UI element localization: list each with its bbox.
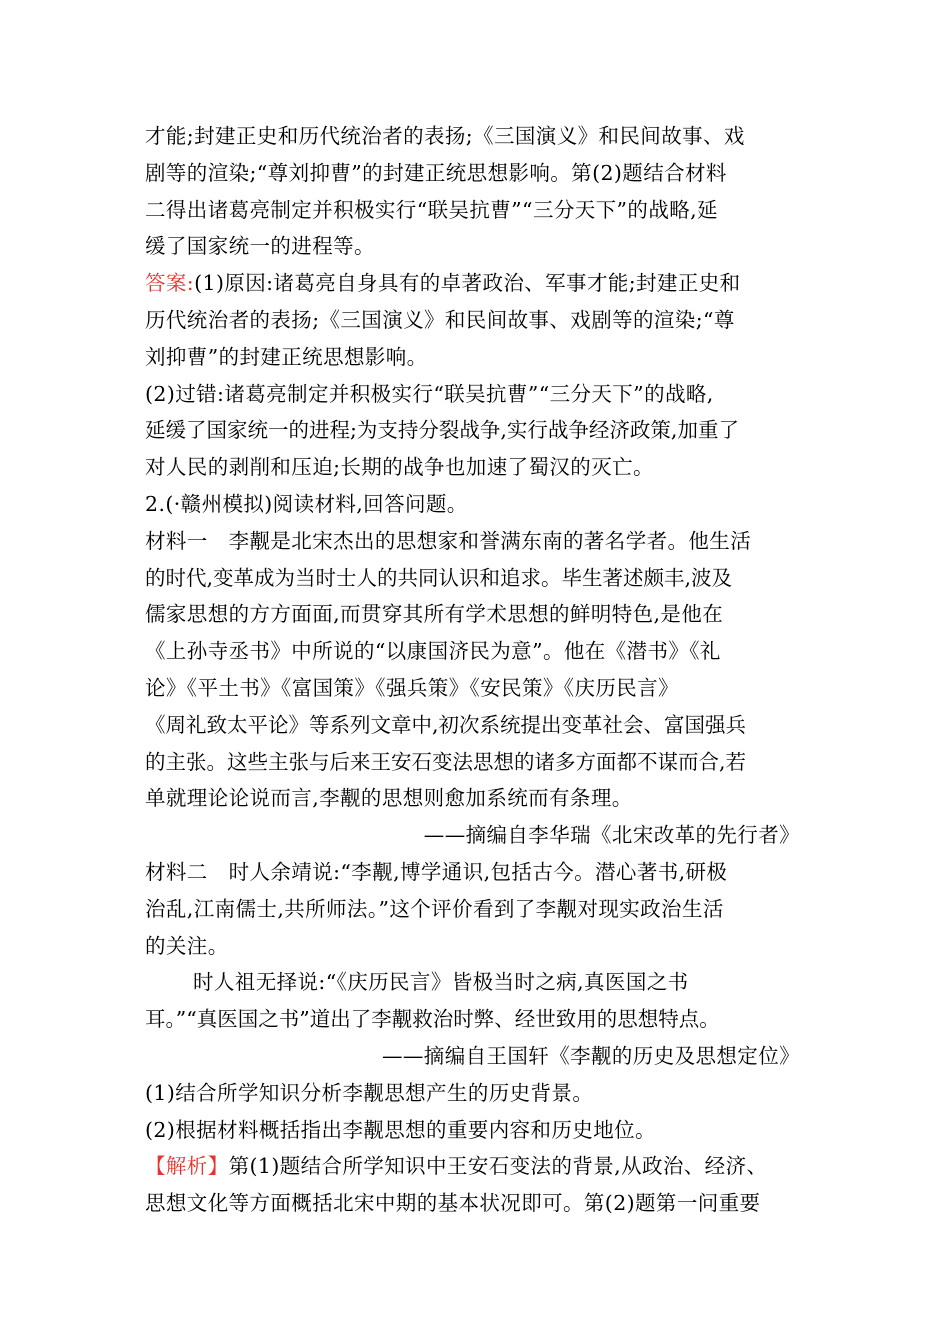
answer-line: 延缓了国家统一的进程;为支持分裂战争,实行战争经济政策,加重了 — [145, 418, 739, 443]
text-line: 剧等的渲染;“尊刘抑曹”的封建正统思想影响。第(2)题结合材料 — [145, 160, 727, 185]
question-header: 2.(·赣州模拟)阅读材料,回答问题。 — [145, 491, 468, 516]
analysis-line: 思想文化等方面概括北宋中期的基本状况即可。第(2)题第一问重要 — [145, 1191, 761, 1216]
material-one-line: 儒家思想的方方面面,而贯穿其所有学术思想的鲜明特色,是他在 — [145, 602, 724, 627]
material-one-source: ——摘编自李华瑞《北宋改革的先行者》 — [423, 823, 800, 848]
material-two-line: 时人祖无择说:“《庆历民言》皆极当时之病,真医国之书 — [193, 970, 689, 995]
material-two-line: 的关注。 — [145, 933, 229, 958]
material-two-line: 材料二 时人余靖说:“李觏,博学通识,包括古今。潜心著书,研极 — [145, 859, 728, 884]
answer-line — [145, 265, 810, 302]
answer-label: 答案: — [145, 271, 195, 296]
answer-line: 对人民的剥削和压迫;长期的战争也加速了蜀汉的灭亡。 — [145, 455, 654, 480]
sub-question-1: (1)结合所学知识分析李觏思想产生的历史背景。 — [145, 1080, 594, 1105]
text-line: 缓了国家统一的进程等。 — [145, 234, 375, 259]
answer-text: (1)原因:诸葛亮自身具有的卓著政治、军事才能;封建正史和 — [194, 271, 741, 296]
answer-line: 刘抑曹”的封建正统思想影响。 — [145, 344, 428, 369]
material-one-line: 的主张。这些主张与后来王安石变法思想的诸多方面都不谋而合,若 — [145, 749, 747, 774]
answer-line: (2)过错:诸葛亮制定并积极实行“联吴抗曹”“三分天下”的战略, — [145, 381, 714, 406]
document-page — [145, 118, 810, 1222]
analysis-text: 第(1)题结合所学知识中王安石变法的背景,从政治、经济、 — [228, 1154, 768, 1179]
material-one-line: 《周礼致太平论》等系列文章中,初次系统提出变革社会、富国强兵 — [145, 712, 747, 737]
sub-question-2: (2)根据材料概括指出李觏思想的重要内容和历史地位。 — [145, 1117, 656, 1142]
material-one-line: 《上孙寺丞书》中所说的“以康国济民为意”。他在《潜书》《礼 — [145, 639, 721, 664]
material-one-line: 材料一 李觏是北宋杰出的思想家和誉满东南的著名学者。他生活 — [145, 528, 752, 553]
answer-line: 历代统治者的表扬;《三国演义》和民间故事、戏剧等的渲染;“尊 — [145, 307, 735, 332]
material-two-line: 治乱,江南儒士,共所师法。”这个评价看到了李觏对现实政治生活 — [145, 896, 724, 921]
text-line: 才能;封建正史和历代统治者的表扬;《三国演义》和民间故事、戏 — [145, 124, 745, 148]
text-line: 二得出诸葛亮制定并积极实行“联吴抗曹”“三分天下”的战略,延 — [145, 197, 718, 222]
material-two-line: 耳。”“真医国之书”道出了李觏救治时弊、经世致用的思想特点。 — [145, 1007, 720, 1032]
analysis-label: 【解析】 — [145, 1154, 229, 1179]
analysis-line — [145, 1148, 810, 1185]
material-one-line: 单就理论论说而言,李觏的思想则愈加系统而有条理。 — [145, 786, 633, 811]
material-one-line: 的时代,变革成为当时士人的共同认识和追求。毕生著述颇丰,波及 — [145, 565, 733, 590]
material-one-line: 论》《平土书》《富国策》《强兵策》《安民策》《庆历民言》 — [145, 675, 679, 700]
material-two-source: ——摘编自王国轩《李觏的历史及思想定位》 — [382, 1043, 800, 1068]
